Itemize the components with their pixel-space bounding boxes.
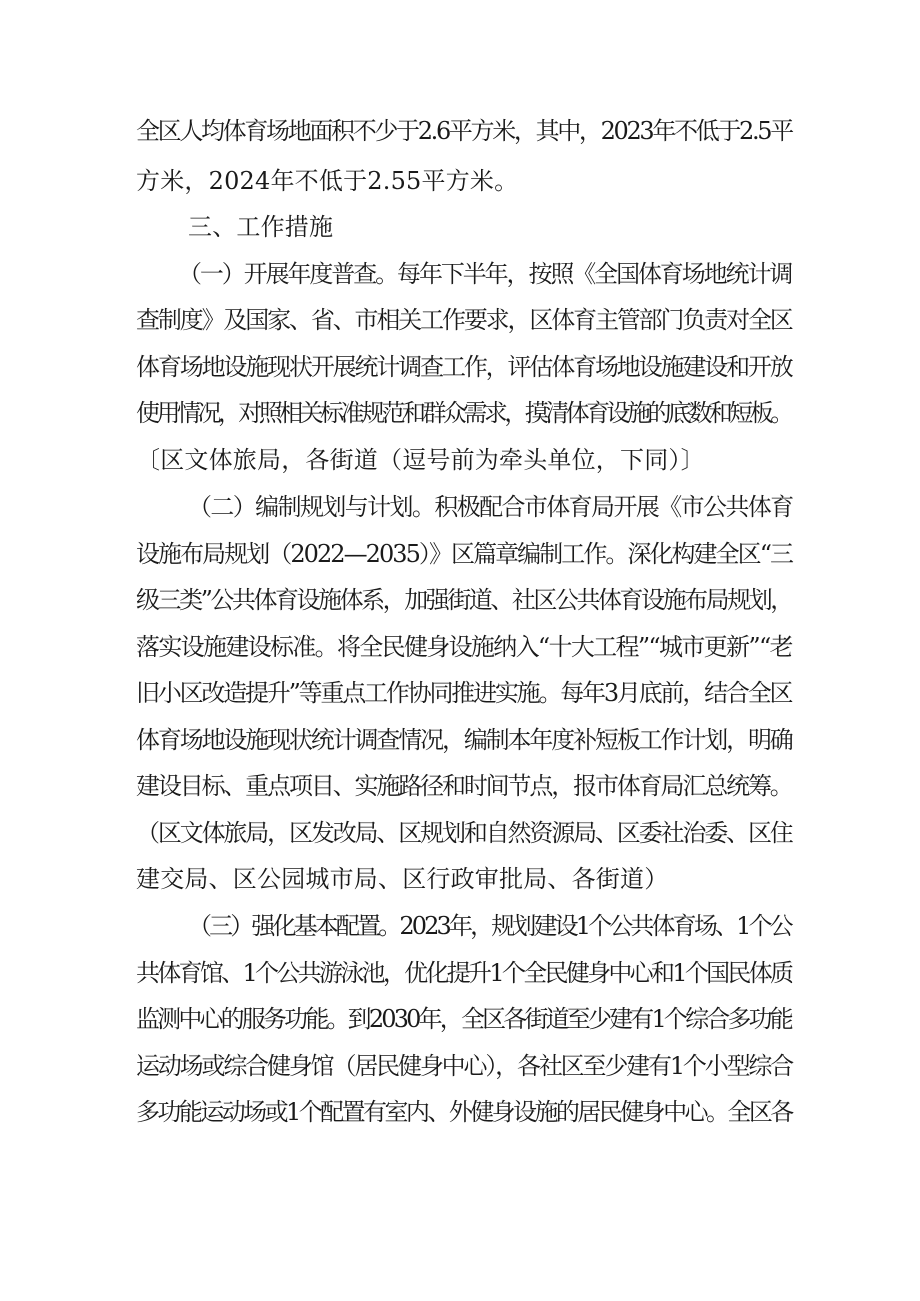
text-line-13: 旧小区改造提升”等重点工作协同推进实施。每年3月底前，结合全区: [136, 679, 792, 707]
text-line-1: 全区人均体育场地面积不少于2.6平方米，其中，2023年不低于2.5平: [136, 117, 792, 145]
text-line-21: 运动场或综合健身馆（居民健身中心），各社区至少建有1个小型综合: [136, 1052, 793, 1080]
text-line-6: 体育场地设施现状开展统计调查工作，评估体育场地设施建设和开放: [136, 353, 792, 381]
text-line-18: （三）强化基本配置。2023年，规划建设1个公共体育场、1个公: [188, 912, 791, 940]
text-line-19: 共体育馆、1个公共游泳池，优化提升1个全民健身中心和1个国民体质: [136, 959, 792, 987]
text-line-20: 监测中心的服务功能。到2030年，全区各街道至少建有1个综合多功能: [136, 1005, 791, 1033]
text-line-5: 查制度》及国家、省、市相关工作要求，区体育主管部门负责对全区: [136, 306, 792, 334]
text-line-2: 方米，2024年不低于2.55平方米。: [136, 167, 519, 195]
text-line-14: 体育场地设施现状统计调查情况，编制本年度补短板工作计划，明确: [136, 726, 792, 754]
section-heading: 三、工作措施: [188, 213, 334, 241]
text-line-7: 使用情况，对照相关标准规范和群众需求，摸清体育设施的底数和短板。: [136, 399, 791, 427]
text-line-15: 建设目标、重点项目、实施路径和时间节点，报市体育局汇总统筹。: [136, 772, 792, 800]
text-line-4: （一）开展年度普查。每年下半年，按照《全国体育场地统计调: [178, 260, 792, 288]
text-line-11: 级三类”公共体育设施体系，加强街道、社区公共体育设施布局规划，: [136, 586, 792, 614]
text-line-22: 多功能运动场或1个配置有室内、外健身设施的居民健身中心。全区各: [136, 1098, 792, 1126]
text-line-16: （区文体旅局，区发改局、区规划和自然资源局、区委社治委、区住: [136, 819, 792, 847]
text-line-9: （二）编制规划与计划。积极配合市体育局开展《市公共体育: [188, 493, 793, 521]
text-line-8: 〔区文体旅局，各街道（逗号前为牵头单位，下同）〕: [136, 446, 705, 474]
text-line-12: 落实设施建设标准。将全民健身设施纳入“十大工程”“城市更新”“老: [136, 633, 792, 661]
text-line-17: 建交局、区公园城市局、区行政审批局、各街道）: [136, 865, 669, 893]
text-line-10: 设施布局规划（2022—2035）》区篇章编制工作。深化构建全区“三: [136, 540, 793, 568]
